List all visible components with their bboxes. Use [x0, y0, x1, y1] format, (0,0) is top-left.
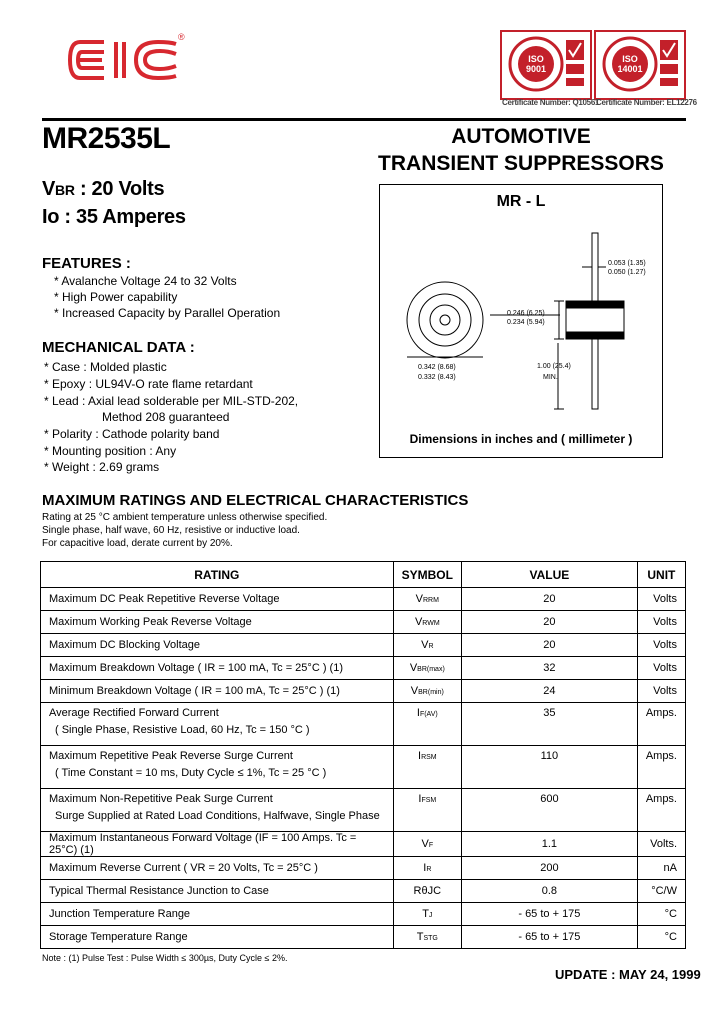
col-unit: UNIT: [637, 562, 685, 588]
rating-cell: Maximum DC Peak Repetitive Reverse Voltage: [41, 588, 394, 611]
table-row: [41, 657, 686, 680]
features-heading: FEATURES :: [42, 255, 131, 272]
value-cell: 20: [461, 588, 637, 611]
vbr-spec: VBR : 20 Volts: [42, 178, 165, 200]
unit-cell: Volts: [637, 611, 685, 634]
unit-cell: Volts: [637, 680, 685, 703]
condition-line: Rating at 25 °C ambient temperature unless otherwise specified.: [42, 512, 328, 523]
condition-line: For capacitive load, derate current by 20%.: [42, 538, 233, 549]
table-row: [41, 903, 686, 926]
unit-cell: Volts.: [637, 832, 685, 857]
value-cell: 24: [461, 680, 637, 703]
update-date: UPDATE : MAY 24, 1999: [555, 967, 701, 982]
value-cell: 35: [461, 703, 637, 746]
table-row: [41, 880, 686, 903]
table-row: [41, 611, 686, 634]
ratings-heading: MAXIMUM RATINGS AND ELECTRICAL CHARACTERISTICS: [42, 492, 469, 509]
mechanical-item: * Epoxy : UL94V-O rate flame retardant: [44, 377, 253, 391]
mechanical-item: Method 208 guaranteed: [102, 410, 230, 424]
rating-cell: Storage Temperature Range: [41, 926, 394, 949]
table-row: [41, 926, 686, 949]
symbol-cell: IFSM: [393, 789, 461, 832]
value-cell: 200: [461, 857, 637, 880]
mechanical-heading: MECHANICAL DATA :: [42, 339, 195, 356]
unit-cell: nA: [637, 857, 685, 880]
unit-cell: Volts: [637, 634, 685, 657]
mechanical-item: * Mounting position : Any: [44, 444, 177, 458]
symbol-cell: VR: [393, 634, 461, 657]
table-row: [41, 746, 686, 789]
body-dia-min: 0.234 (5.94): [507, 319, 545, 326]
rating-cell: Maximum Breakdown Voltage ( IR = 100 mA, Tc = 25°C ) (1): [41, 657, 394, 680]
iso9001-seal-icon: [502, 32, 590, 98]
symbol-cell: IF(AV): [393, 703, 461, 746]
face-dia-max: 0.342 (8.68): [418, 364, 456, 371]
rating-cell: Average Rectified Forward Current ( Single Phase, Resistive Load, 60 Hz, Tc = 150 °C ): [41, 703, 394, 746]
unit-cell: Amps.: [637, 703, 685, 746]
col-symbol: SYMBOL: [393, 562, 461, 588]
symbol-cell: IRSM: [393, 746, 461, 789]
rating-cell: Maximum Non-Repetitive Peak Surge Current Surge Supplied at Rated Load Conditions, Halfwave, Single Phase: [41, 789, 394, 832]
value-cell: 20: [461, 634, 637, 657]
rating-cell: Minimum Breakdown Voltage ( IR = 100 mA, Tc = 25°C ) (1): [41, 680, 394, 703]
svg-text:9001: 9001: [525, 64, 547, 74]
feature-item: * High Power capability: [54, 290, 178, 304]
table-row: [41, 634, 686, 657]
iso14001-seal-icon: [596, 32, 684, 98]
face-dia-min: 0.332 (8.43): [418, 374, 456, 381]
col-rating: RATING: [41, 562, 394, 588]
unit-cell: Volts: [637, 657, 685, 680]
svg-text:ISO: ISO: [528, 54, 544, 64]
iso9001-certificate: [500, 30, 592, 100]
mechanical-item: * Lead : Axial lead solderable per MIL-STD-202,: [44, 394, 299, 408]
svg-text:®: ®: [178, 32, 185, 42]
unit-cell: °C: [637, 926, 685, 949]
header-rule: [42, 118, 686, 121]
table-header-row: [41, 562, 686, 588]
part-number: MR2535L: [42, 122, 171, 155]
col-value: VALUE: [461, 562, 637, 588]
rating-cell: Maximum Repetitive Peak Reverse Surge Current ( Time Constant = 10 ms, Duty Cycle ≤ 1%, Tc = 25 °C ): [41, 746, 394, 789]
cert1-number: Certificate Number: Q10561: [502, 98, 600, 107]
package-name: MR - L: [496, 193, 546, 210]
io-spec: Io : 35 Amperes: [42, 206, 186, 228]
rating-cell: Typical Thermal Resistance Junction to Case: [41, 880, 394, 903]
symbol-cell: RθJC: [393, 880, 461, 903]
unit-cell: Amps.: [637, 746, 685, 789]
symbol-cell: VBR(min): [393, 680, 461, 703]
symbol-cell: TJ: [393, 903, 461, 926]
eic-logo: [66, 30, 186, 90]
footnote: Note : (1) Pulse Test : Pulse Width ≤ 300µs, Duty Cycle ≤ 2%.: [42, 953, 288, 963]
rating-cell: Maximum Instantaneous Forward Voltage (IF = 100 Amps. Tc = 25°C) (1): [41, 832, 394, 857]
table-row: [41, 789, 686, 832]
table-row: [41, 680, 686, 703]
lead-dia-min: 0.050 (1.27): [608, 269, 646, 276]
symbol-cell: IR: [393, 857, 461, 880]
unit-cell: Volts: [637, 588, 685, 611]
symbol-cell: VRRM: [393, 588, 461, 611]
cert2-number: Certificate Number: EL12276: [596, 98, 697, 107]
unit-cell: °C/W: [637, 880, 685, 903]
svg-text:14001: 14001: [617, 64, 643, 74]
lead-dia-max: 0.053 (1.35): [608, 260, 646, 267]
iso14001-certificate: [594, 30, 686, 100]
ratings-table: [40, 561, 686, 949]
value-cell: 0.8: [461, 880, 637, 903]
title-line1: AUTOMOTIVE: [451, 125, 591, 148]
symbol-cell: VF: [393, 832, 461, 857]
table-row: [41, 857, 686, 880]
table-row: [41, 703, 686, 746]
symbol-cell: VRWM: [393, 611, 461, 634]
table-row: [41, 832, 686, 857]
lead-len: 1.00 (25.4): [537, 363, 571, 370]
rating-cell: Maximum Reverse Current ( VR = 20 Volts, Tc = 25°C ): [41, 857, 394, 880]
rating-cell: Maximum DC Blocking Voltage: [41, 634, 394, 657]
value-cell: - 65 to + 175: [461, 926, 637, 949]
symbol-cell: TSTG: [393, 926, 461, 949]
value-cell: - 65 to + 175: [461, 903, 637, 926]
value-cell: 20: [461, 611, 637, 634]
mechanical-item: * Weight : 2.69 grams: [44, 460, 160, 474]
mechanical-item: * Case : Molded plastic: [44, 360, 167, 374]
value-cell: 110: [461, 746, 637, 789]
lead-len-min: MIN.: [543, 374, 558, 381]
mechanical-item: * Polarity : Cathode polarity band: [44, 427, 220, 441]
package-outline-drawing: [380, 215, 662, 430]
unit-cell: Amps.: [637, 789, 685, 832]
unit-cell: °C: [637, 903, 685, 926]
dimension-caption: Dimensions in inches and ( millimeter ): [409, 432, 633, 446]
body-dia-max: 0.246 (6.25): [507, 310, 545, 317]
feature-item: * Avalanche Voltage 24 to 32 Volts: [54, 274, 237, 288]
svg-text:ISO: ISO: [622, 54, 638, 64]
condition-line: Single phase, half wave, 60 Hz, resistive or inductive load.: [42, 525, 300, 536]
title-line2: TRANSIENT SUPPRESSORS: [378, 152, 664, 175]
rating-cell: Maximum Working Peak Reverse Voltage: [41, 611, 394, 634]
feature-item: * Increased Capacity by Parallel Operation: [54, 306, 281, 320]
value-cell: 1.1: [461, 832, 637, 857]
table-row: [41, 588, 686, 611]
value-cell: 32: [461, 657, 637, 680]
rating-cell: Junction Temperature Range: [41, 903, 394, 926]
symbol-cell: VBR(max): [393, 657, 461, 680]
value-cell: 600: [461, 789, 637, 832]
